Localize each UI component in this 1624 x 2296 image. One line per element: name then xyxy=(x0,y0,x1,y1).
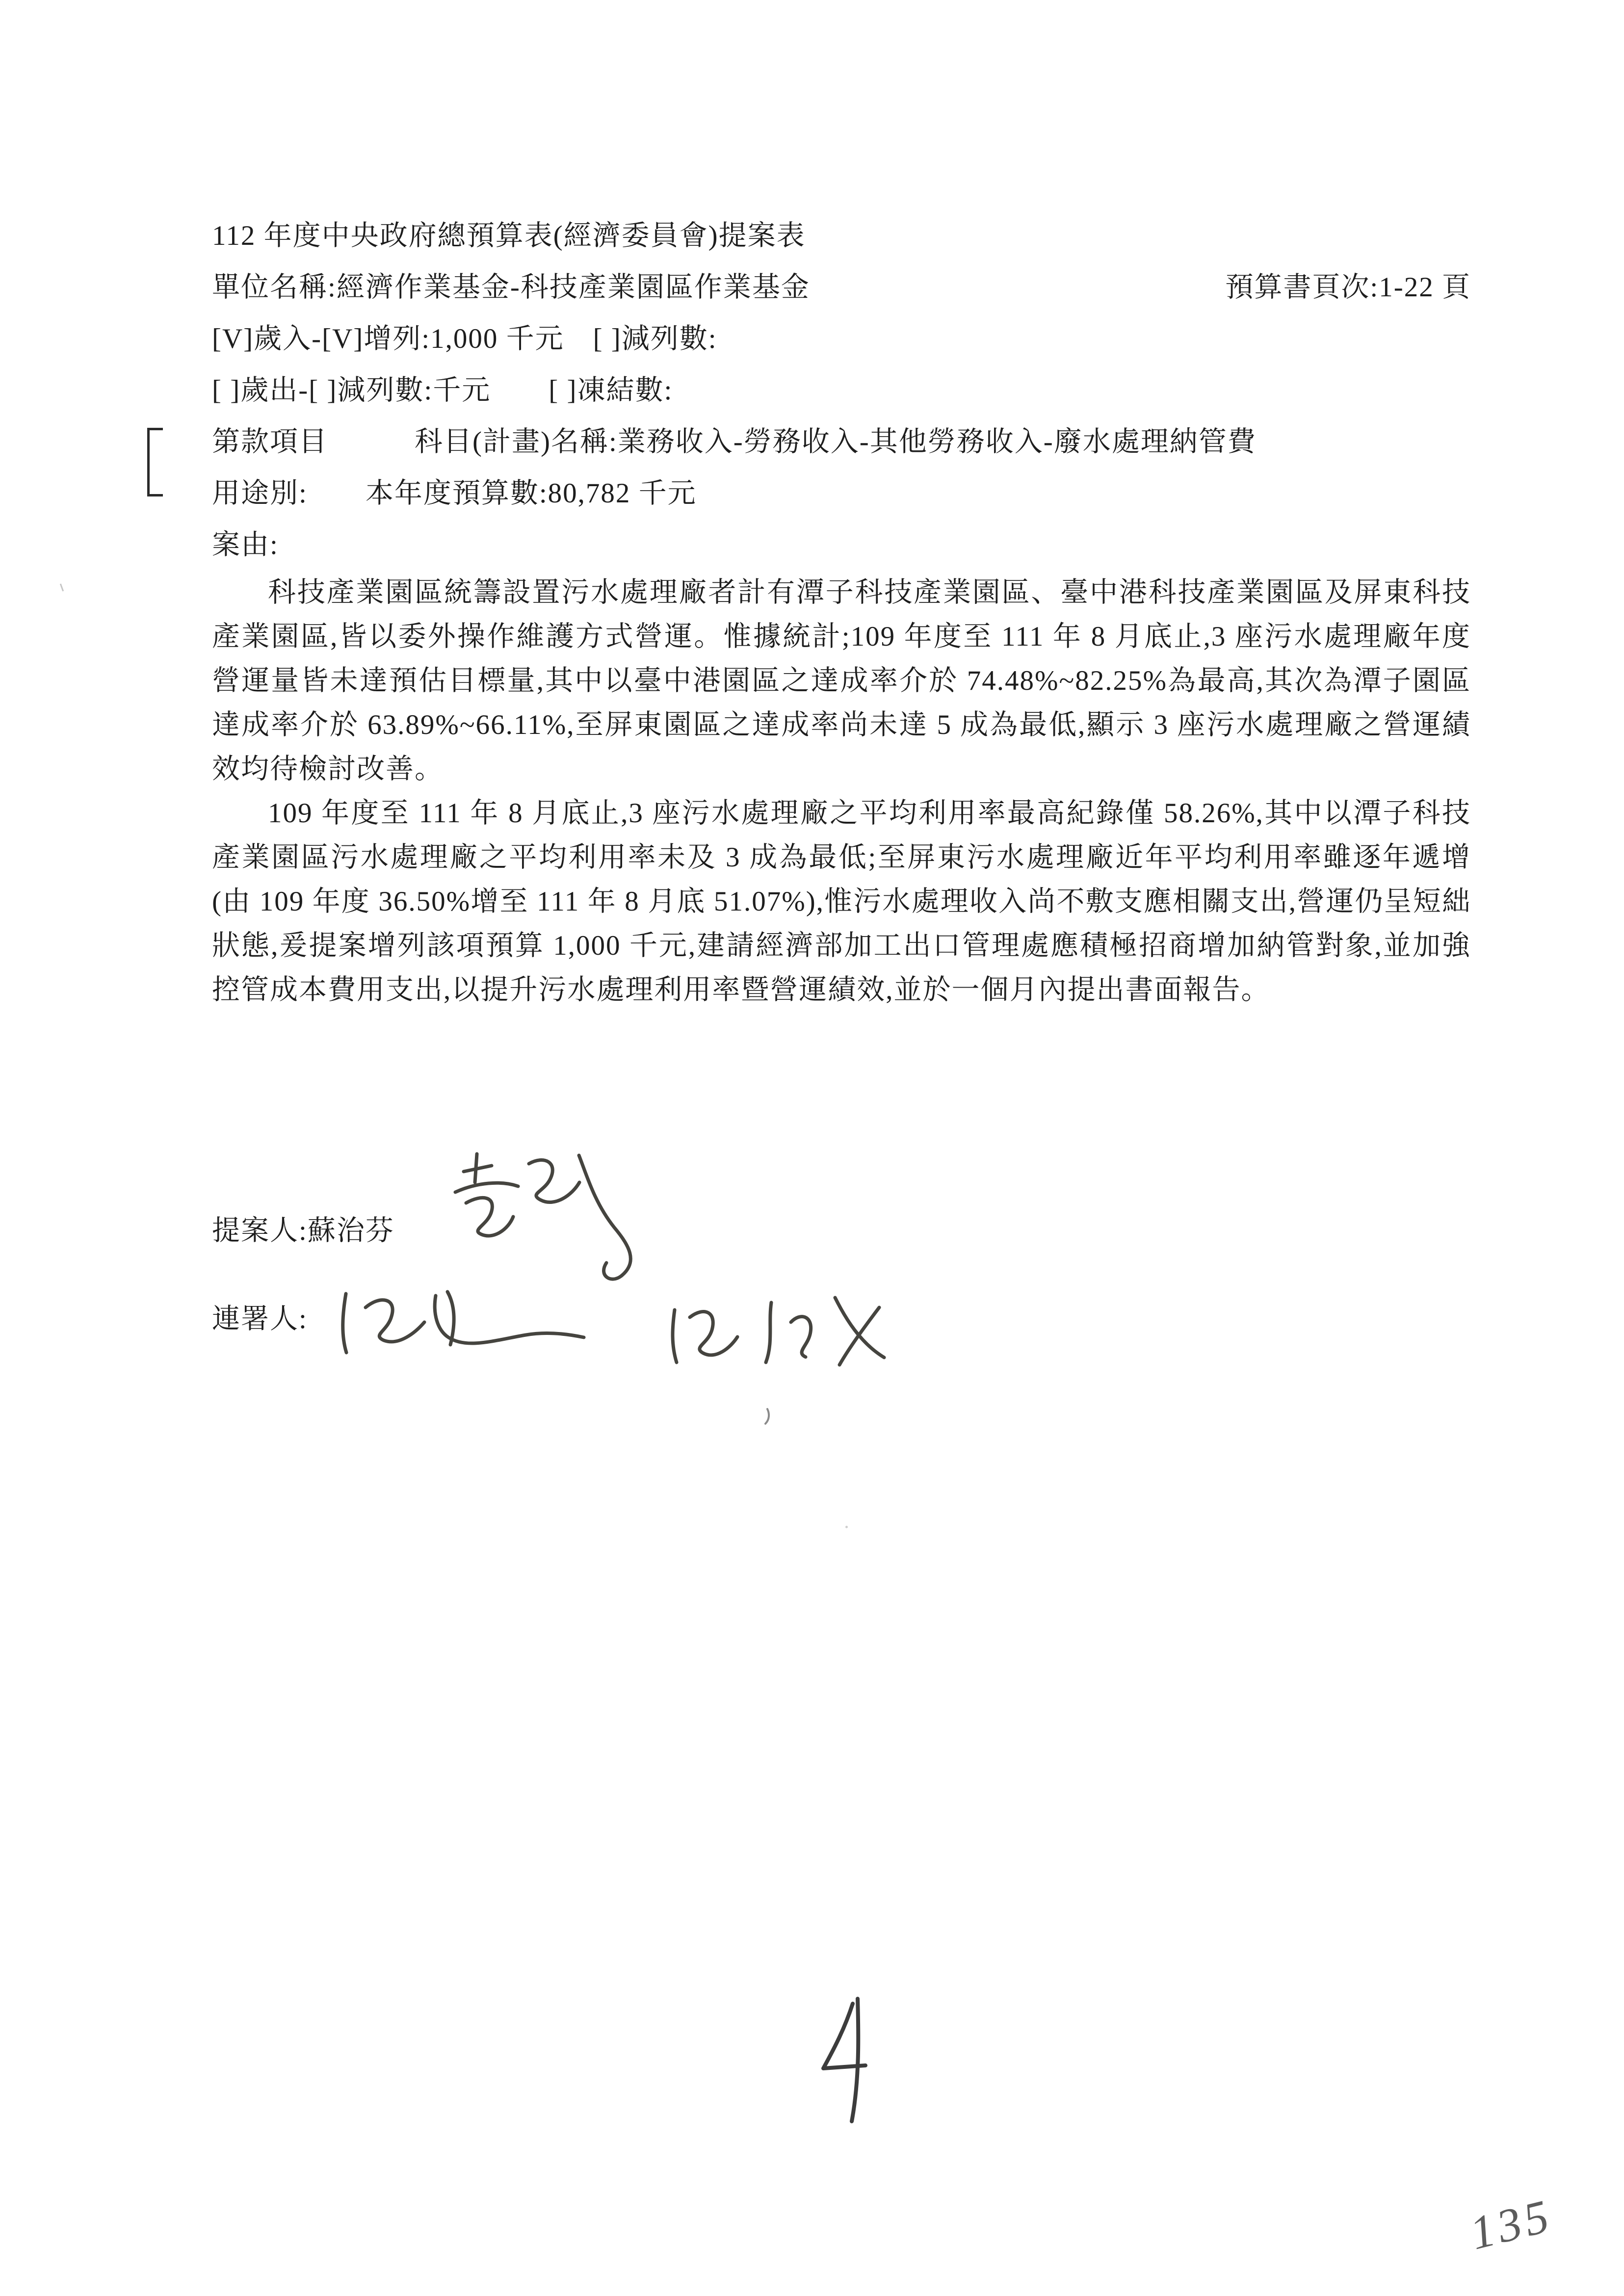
cosigner-signature-1 xyxy=(319,1249,603,1376)
handwritten-page-number xyxy=(811,1993,884,2133)
usage-line: 用途別: 本年度預算數:80,782 千元 xyxy=(212,478,697,509)
item-subject-line: 第款項目 科目(計畫)名稱:業務收入-勞務收入-其他勞務收入-廢水處理納管費 xyxy=(212,426,1257,457)
proposer-label: 提案人:蘇治芬 xyxy=(212,1215,394,1246)
document-title: 112 年度中央政府總預算表(經濟委員會)提案表 xyxy=(212,220,806,251)
expense-line: [ ]歲出-[ ]減列數:千元 [ ]凍結數: xyxy=(212,375,673,406)
revenue-line: [V]歲入-[V]增列:1,000 千元 [ ]減列數: xyxy=(212,323,717,354)
unit-row xyxy=(212,261,1471,313)
cosigner-signature-2 xyxy=(648,1263,932,1401)
case-paragraph-2: 109 年度至 111 年 8 月底止,3 座污水處理廠之平均利用率最高紀錄僅 58.26%,其中以潭子科技產業園區污水處理廠之平均利用率未及 3 成為最低;至屏東污水處理廠近年平均利用率雖逐年遞增(由 109 年度 36.50%增至 111 年 8 月底 51.07%),惟污水處理收入尚不敷支應相關支出,營運仍呈短絀狀態,爰提案增列該項預算 1,000 千元,建請經濟部加工出口管理處應積極招商增加納管對象,並加強控管成本費用支出,以提升污水處理利用率暨營運績效,並於一個月內提出書面報告。 xyxy=(212,798,1471,1005)
scan-artifact-dot xyxy=(845,1526,848,1528)
case-paragraph-1: 科技產業園區統籌設置污水處理廠者計有潭子科技產業園區、臺中港科技產業園區及屏東科技產業園區,皆以委外操作維護方式營運。惟據統計;109 年度至 111 年 8 月底止,3 座污水處理廠年度營運量皆未達預估目標量,其中以臺中港園區之達成率介於 74.48%~82.25%為最高,其次為潭子園區達成率介於 63.89%~66.11%,至屏東園區之達成率尚未達 5 成為最低,顯示 3 座污水處理廠之營運績效均待檢討改善。 xyxy=(212,577,1471,784)
budget-page-ref: 預算書頁次:1-22 頁 xyxy=(1225,272,1471,303)
document-body xyxy=(212,210,1471,1012)
unit-name: 單位名稱:經濟作業基金-科技產業園區作業基金 xyxy=(212,272,810,303)
corner-number: 135 xyxy=(1465,2189,1558,2260)
scan-artifact xyxy=(60,583,64,591)
case-label: 案由: xyxy=(212,529,279,560)
scan-artifact-tick xyxy=(763,1407,775,1429)
cosigner-label: 連署人: xyxy=(212,1304,308,1334)
left-bracket-mark xyxy=(147,428,163,496)
